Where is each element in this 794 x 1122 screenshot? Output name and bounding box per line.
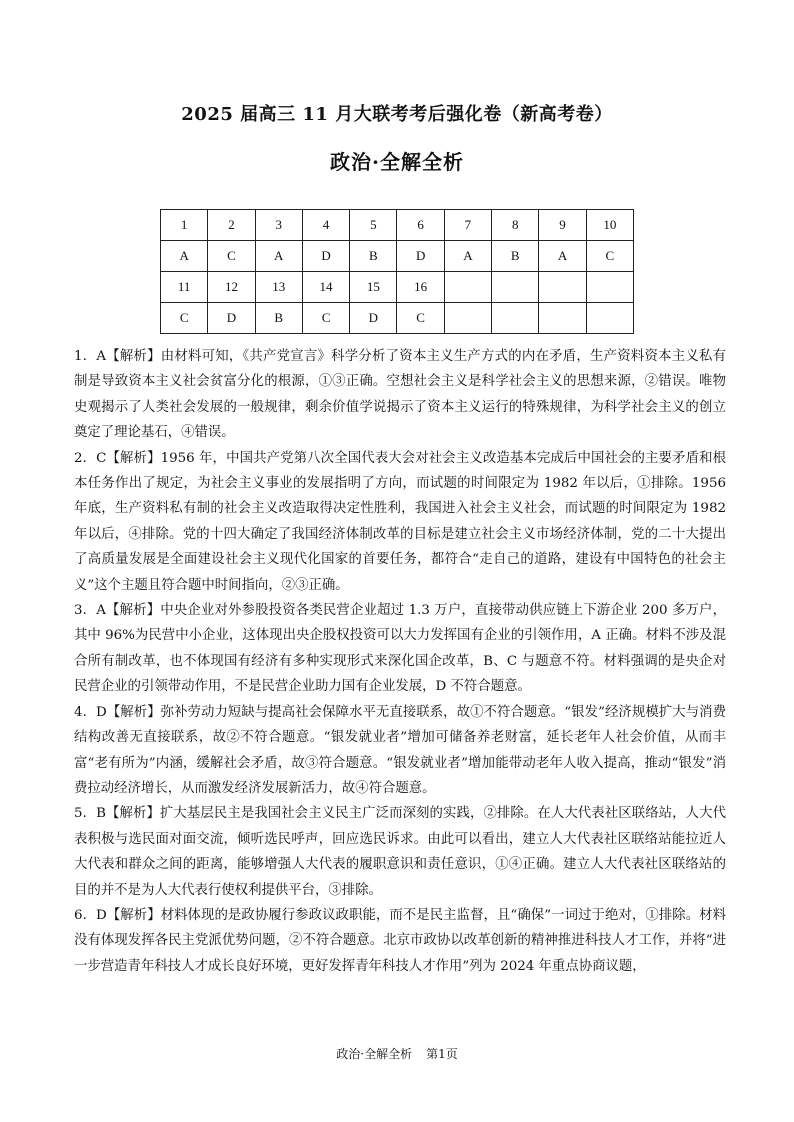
explanation-paragraph: 3．A【解析】中央企业对外参股投资各类民营企业超过 1.3 万户，直接带动供应链上下游企业 200 多万户，其中 96%为民营中小企业，这体现出央企股权投资可以大力发挥国有企业的引领作用，A 正确。材料不涉及混合所有制改革，也不体现国有经济有多种实现形式来深化国企改革，B、C 与题意不符。材料强调的是央企对民营企业的引领带动作用，不是民营企业助力国有企业发展，D 不符合题意。	[74, 603, 726, 695]
table-cell: 1	[161, 210, 208, 241]
explanation-body	[74, 344, 726, 979]
table-cell: 13	[255, 272, 302, 303]
table-cell: D	[208, 303, 255, 334]
table-cell: D	[350, 303, 397, 334]
table-cell: A	[161, 241, 208, 272]
table-cell: B	[492, 241, 539, 272]
table-cell	[539, 272, 586, 303]
page-title: 2025 届高三 11 月大联考考后强化卷（新高考卷）	[181, 104, 613, 125]
page-number: 第1页	[426, 1047, 458, 1061]
explanation-paragraph: 4．D【解析】弥补劳动力短缺与提高社会保障水平无直接联系，故①不符合题意。“银发”经济规模扩大与消费结构改善无直接联系，故②不符合题意。“银发就业者”增加可储备养老财富，延长老年人社会价值，从而丰富“老有所为”内涵，缓解社会矛盾，故③符合题意。“银发就业者”增加能带动老年人收入提高，推动“银发”消费拉动经济增长，从而激发经济发展新活力，故④符合题意。	[74, 704, 726, 796]
table-cell: 11	[161, 272, 208, 303]
explanation-paragraph: 6．D【解析】材料体现的是政协履行参政议政职能，而不是民主监督，且“确保”一词过于绝对，①排除。材料没有体现发挥各民主党派优势问题，②不符合题意。北京市政协以改革创新的精神推进科技人才工作，并将“进一步营造青年科技人才成长良好环境，更好发挥青年科技人才作用”列为 2024 年重点协商议题，	[74, 907, 726, 974]
table-cell: C	[397, 303, 444, 334]
table-cell: A	[539, 241, 586, 272]
table-cell: 2	[208, 210, 255, 241]
table-cell: 10	[586, 210, 633, 241]
table-cell: 6	[397, 210, 444, 241]
table-cell	[492, 303, 539, 334]
table-cell: C	[302, 303, 349, 334]
table-cell	[539, 303, 586, 334]
table-cell: 8	[492, 210, 539, 241]
table-cell	[444, 303, 491, 334]
table-cell: B	[350, 241, 397, 272]
table-cell: 7	[444, 210, 491, 241]
table-row	[161, 272, 634, 303]
table-cell: D	[302, 241, 349, 272]
table-cell: 4	[302, 210, 349, 241]
table-cell: 15	[350, 272, 397, 303]
table-cell	[444, 272, 491, 303]
table-cell	[492, 272, 539, 303]
explanation-paragraph: 5．B【解析】扩大基层民主是我国社会主义民主广泛而深刻的实践，②排除。在人大代表社区联络站，人大代表积极与选民面对面交流，倾听选民呼声，回应选民诉求。由此可以看出，建立人大代表社区联络站能拉近人大代表和群众之间的距离，能够增强人大代表的履职意识和责任意识，①④正确。建立人大代表社区联络站的目的并不是为人大代表行使权利提供平台，③排除。	[74, 806, 726, 898]
table-cell: C	[208, 241, 255, 272]
table-cell: A	[255, 241, 302, 272]
footer-label: 政治·全解全析	[336, 1047, 413, 1061]
table-cell	[586, 303, 633, 334]
table-cell: 12	[208, 272, 255, 303]
table-cell: C	[586, 241, 633, 272]
table-cell: 9	[539, 210, 586, 241]
table-row	[161, 210, 634, 241]
answer-table	[160, 209, 634, 334]
table-cell: 14	[302, 272, 349, 303]
table-row	[161, 303, 634, 334]
page-subtitle: 政治·全解全析	[330, 150, 464, 174]
explanation-paragraph: 1．A【解析】由材料可知，《共产党宣言》科学分析了资本主义生产方式的内在矛盾，生产资料资本主义私有制是导致资本主义社会贫富分化的根源，①③正确。空想社会主义是科学社会主义的思想来源，②错误。唯物史观揭示了人类社会发展的一般规律，剩余价值学说揭示了资本主义运行的特殊规律，为科学社会主义的创立奠定了理论基石，④错误。	[74, 349, 726, 441]
table-cell: B	[255, 303, 302, 334]
table-cell: A	[444, 241, 491, 272]
page-footer	[0, 1045, 794, 1062]
table-row	[161, 241, 634, 272]
explanation-paragraph: 2．C【解析】1956 年，中国共产党第八次全国代表大会对社会主义改造基本完成后中国社会的主要矛盾和根本任务作出了规定，为社会主义事业的发展指明了方向，而试题的时间限定为 1982 年以后，①排除。1956 年底，生产资料私有制的社会主义改造取得决定性胜利，我国进入社会主义社会，而试题的时间限定为 1982 年以后，④排除。党的十四大确定了我国经济体制改革的目标是建立社会主义市场经济体制，党的二十大提出了高质量发展是全面建设社会主义现代化国家的首要任务，都符合“走自己的道路，建设有中国特色的社会主义”这个主题且符合题中时间指向，②③正确。	[74, 450, 726, 593]
table-cell: 5	[350, 210, 397, 241]
table-cell: C	[161, 303, 208, 334]
table-cell: 16	[397, 272, 444, 303]
table-cell	[586, 272, 633, 303]
table-cell: 3	[255, 210, 302, 241]
table-cell: D	[397, 241, 444, 272]
